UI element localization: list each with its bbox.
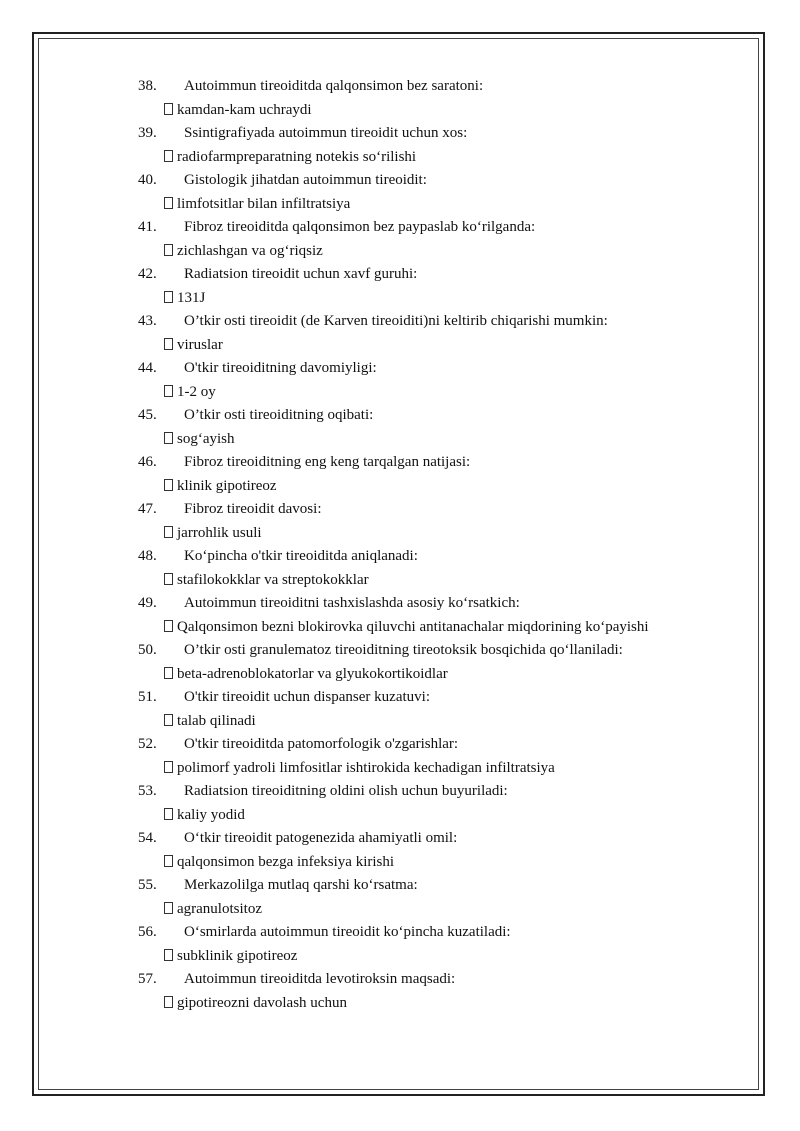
question-row xyxy=(138,310,718,334)
question-number: 52. xyxy=(138,736,157,752)
question-row xyxy=(138,404,718,428)
answer-row xyxy=(138,381,718,405)
question-number: 45. xyxy=(138,407,157,423)
question-row xyxy=(138,592,718,616)
missing-glyph-box-icon xyxy=(164,291,173,303)
question-number: 39. xyxy=(138,125,157,141)
answer-text: talab qilinadi xyxy=(177,712,256,729)
question-item xyxy=(138,968,718,1015)
missing-glyph-box-icon xyxy=(164,761,173,773)
question-number: 56. xyxy=(138,924,157,940)
question-item xyxy=(138,75,718,122)
question-row xyxy=(138,921,718,945)
answer-text: beta-adrenoblokatorlar va glyukokortikoidlar xyxy=(177,665,448,682)
question-number: 47. xyxy=(138,501,157,517)
question-number: 50. xyxy=(138,642,157,658)
answer-text: qalqonsimon bezga infeksiya kirishi xyxy=(177,853,395,870)
answer-text: radiofarmpreparatning notekis so‘rilishi xyxy=(177,148,417,165)
answer-row xyxy=(138,945,718,969)
answer-row xyxy=(138,240,718,264)
question-item xyxy=(138,874,718,921)
question-number: 43. xyxy=(138,313,157,329)
answer-text: sog‘ayish xyxy=(177,430,235,447)
question-number: 48. xyxy=(138,548,157,564)
answer-text: klinik gipotireoz xyxy=(177,477,277,494)
question-item xyxy=(138,733,718,780)
missing-glyph-box-icon xyxy=(164,244,173,256)
answer-row xyxy=(138,428,718,452)
question-number: 49. xyxy=(138,595,157,611)
question-text: Gistologik jihatdan autoimmun tireoidit: xyxy=(184,172,427,188)
question-text: Fibroz tireoiditda qalqonsimon bez paypaslab ko‘rilganda: xyxy=(184,219,536,235)
answer-text: zichlashgan va og‘riqsiz xyxy=(177,242,323,259)
question-row xyxy=(138,968,718,992)
answer-row xyxy=(138,522,718,546)
question-row xyxy=(138,686,718,710)
question-item xyxy=(138,686,718,733)
answer-row xyxy=(138,193,718,217)
missing-glyph-box-icon xyxy=(164,667,173,679)
missing-glyph-box-icon xyxy=(164,808,173,820)
question-number: 40. xyxy=(138,172,157,188)
question-row xyxy=(138,874,718,898)
answer-row xyxy=(138,898,718,922)
question-number: 57. xyxy=(138,971,157,987)
missing-glyph-box-icon xyxy=(164,620,173,632)
question-item xyxy=(138,169,718,216)
question-row xyxy=(138,451,718,475)
answer-text: limfotsitlar bilan infiltratsiya xyxy=(177,195,351,212)
question-text: Radiatsion tireoiditning oldini olish uchun buyuriladi: xyxy=(184,783,508,799)
answer-text: subklinik gipotireoz xyxy=(177,947,298,964)
question-text: Radiatsion tireoidit uchun xavf guruhi: xyxy=(184,266,418,282)
answer-text: 1-2 oy xyxy=(177,383,216,400)
question-text: O'tkir tireoiditning davomiyligi: xyxy=(184,360,377,376)
answer-text: viruslar xyxy=(177,336,223,353)
answer-text: Qalqonsimon bezni blokirovka qiluvchi antitanachalar miqdorining ko‘payishi xyxy=(177,618,649,635)
question-item xyxy=(138,122,718,169)
question-row xyxy=(138,780,718,804)
question-row xyxy=(138,357,718,381)
question-text: O'tkir tireoidit uchun dispanser kuzatuvi: xyxy=(184,689,430,705)
question-row xyxy=(138,216,718,240)
question-row xyxy=(138,263,718,287)
question-text: Autoimmun tireoiditni tashxislashda asosiy ko‘rsatkich: xyxy=(184,595,520,611)
question-text: O’tkir osti granulematoz tireoiditning tireotoksik bosqichida qo‘llaniladi: xyxy=(184,642,623,658)
answer-text: kamdan-kam uchraydi xyxy=(177,101,312,118)
answer-text: stafilokokklar va streptokokklar xyxy=(177,571,369,588)
question-text: Fibroz tireoiditning eng keng tarqalgan natijasi: xyxy=(184,454,471,470)
question-number: 51. xyxy=(138,689,157,705)
question-row xyxy=(138,498,718,522)
question-text: Autoimmun tireoiditda levotiroksin maqsadi: xyxy=(184,971,456,987)
answer-row xyxy=(138,616,718,640)
question-number: 42. xyxy=(138,266,157,282)
answer-row xyxy=(138,851,718,875)
answer-row xyxy=(138,287,718,311)
question-row xyxy=(138,639,718,663)
answer-text: jarrohlik usuli xyxy=(177,524,262,541)
question-text: Merkazolilga mutlaq qarshi ko‘rsatma: xyxy=(184,877,418,893)
answer-row xyxy=(138,475,718,499)
question-item xyxy=(138,451,718,498)
question-number: 54. xyxy=(138,830,157,846)
question-item xyxy=(138,216,718,263)
question-item xyxy=(138,639,718,686)
question-row xyxy=(138,75,718,99)
missing-glyph-box-icon xyxy=(164,573,173,585)
missing-glyph-box-icon xyxy=(164,197,173,209)
answer-text: gipotireozni davolash uchun xyxy=(177,994,347,1011)
question-text: O‘tkir tireoidit patogenezida ahamiyatli omil: xyxy=(184,830,458,846)
missing-glyph-box-icon xyxy=(164,996,173,1008)
question-number: 53. xyxy=(138,783,157,799)
question-text: O'tkir tireoiditda patomorfologik o'zgarishlar: xyxy=(184,736,459,752)
answer-text: agranulotsitoz xyxy=(177,900,262,917)
answer-text: polimorf yadroli limfositlar ishtirokida kechadigan infiltratsiya xyxy=(177,759,555,776)
question-number: 55. xyxy=(138,877,157,893)
answer-row xyxy=(138,146,718,170)
question-item xyxy=(138,263,718,310)
question-number: 41. xyxy=(138,219,157,235)
question-item xyxy=(138,545,718,592)
question-text: O’tkir osti tireoiditning oqibati: xyxy=(184,407,374,423)
question-row xyxy=(138,545,718,569)
missing-glyph-box-icon xyxy=(164,949,173,961)
question-number: 44. xyxy=(138,360,157,376)
question-text: O’tkir osti tireoidit (de Karven tireoiditi)ni keltirib chiqarishi mumkin: xyxy=(184,313,608,329)
question-row xyxy=(138,733,718,757)
question-text: Ssintigrafiyada autoimmun tireoidit uchun xos: xyxy=(184,125,468,141)
question-text: Fibroz tireoidit davosi: xyxy=(184,501,322,517)
question-row xyxy=(138,827,718,851)
question-text: Ko‘pincha o'tkir tireoiditda aniqlanadi: xyxy=(184,548,418,564)
question-row xyxy=(138,122,718,146)
answer-row xyxy=(138,663,718,687)
missing-glyph-box-icon xyxy=(164,526,173,538)
question-item xyxy=(138,310,718,357)
question-row xyxy=(138,169,718,193)
question-item xyxy=(138,498,718,545)
question-number: 38. xyxy=(138,78,157,94)
question-number: 46. xyxy=(138,454,157,470)
missing-glyph-box-icon xyxy=(164,338,173,350)
answer-row xyxy=(138,804,718,828)
answer-text: 131J xyxy=(177,289,206,306)
missing-glyph-box-icon xyxy=(164,103,173,115)
answer-row xyxy=(138,569,718,593)
missing-glyph-box-icon xyxy=(164,385,173,397)
question-item xyxy=(138,592,718,639)
answer-row xyxy=(138,99,718,123)
missing-glyph-box-icon xyxy=(164,902,173,914)
question-item xyxy=(138,404,718,451)
question-item xyxy=(138,357,718,404)
question-item xyxy=(138,921,718,968)
question-text: O‘smirlarda autoimmun tireoidit ko‘pincha kuzatiladi: xyxy=(184,924,511,940)
missing-glyph-box-icon xyxy=(164,479,173,491)
missing-glyph-box-icon xyxy=(164,855,173,867)
answer-row xyxy=(138,334,718,358)
question-item xyxy=(138,780,718,827)
question-item xyxy=(138,827,718,874)
answer-row xyxy=(138,710,718,734)
answer-row xyxy=(138,992,718,1016)
missing-glyph-box-icon xyxy=(164,714,173,726)
missing-glyph-box-icon xyxy=(164,150,173,162)
question-list xyxy=(138,75,718,1015)
answer-row xyxy=(138,757,718,781)
answer-text: kaliy yodid xyxy=(177,806,245,823)
missing-glyph-box-icon xyxy=(164,432,173,444)
question-text: Autoimmun tireoiditda qalqonsimon bez saratoni: xyxy=(184,78,484,94)
